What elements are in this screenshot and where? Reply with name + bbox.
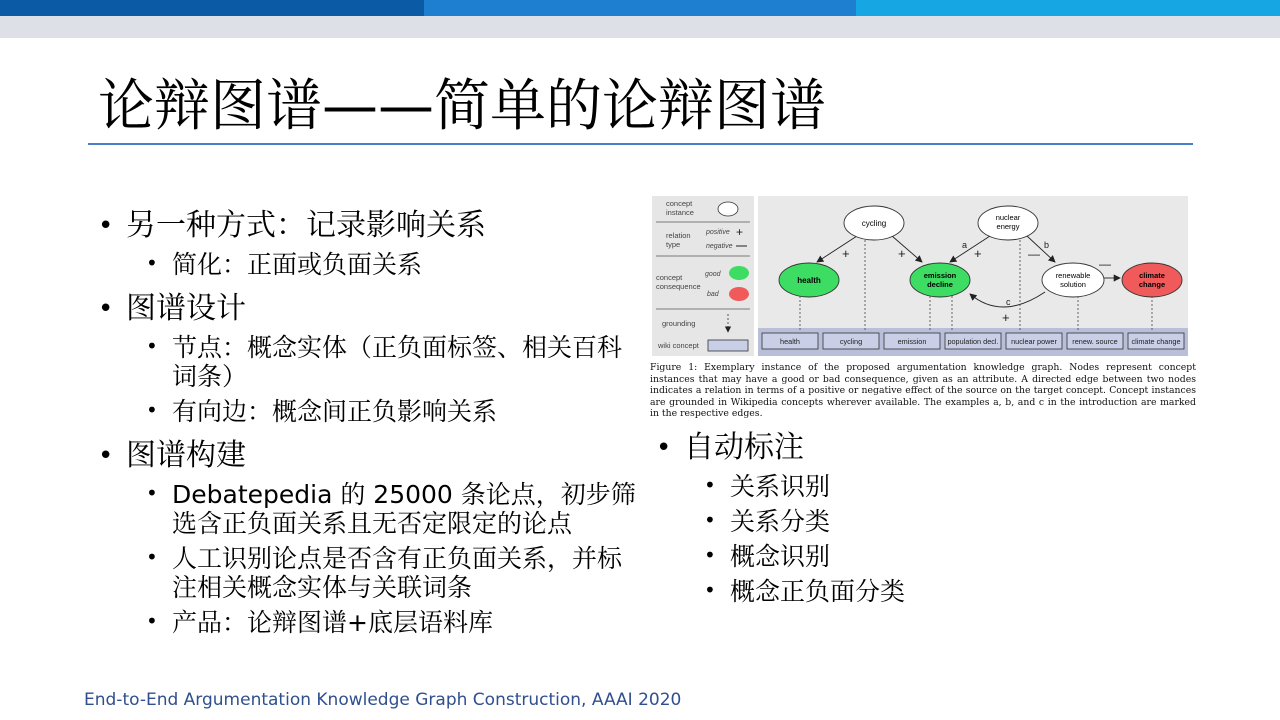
node-climate-change-label: climate change [1138, 271, 1166, 289]
node-health-label: health [797, 276, 821, 285]
sub-bullet-concept-identification: • 概念识别 [704, 542, 1016, 571]
slide-title: 论辩图谱——简单的论辩图谱 [98, 74, 826, 139]
legend-bad-icon [729, 287, 749, 301]
edge-label-a: a [962, 240, 968, 250]
edge-sign-plus: + [898, 246, 906, 261]
legend-good-label: good [705, 271, 721, 278]
wiki-concept-label: climate change [1131, 337, 1181, 346]
legend-bad-label: bad [707, 291, 719, 298]
wiki-concept-label: cycling [839, 337, 863, 346]
sub-list [146, 480, 638, 637]
legend-relation-label: relation type [666, 231, 691, 249]
banner-segment-light [856, 0, 1280, 16]
sub-bullet-nodes: • 节点：概念实体（正负面标签、相关百科词条） [146, 333, 638, 391]
banner-segment-dark [0, 0, 424, 16]
title-underline [88, 143, 1193, 145]
wiki-concept-label: emission [897, 337, 927, 346]
legend-positive-label: positive [706, 229, 730, 236]
bullet-graph-construction: • 图谱构建 [98, 438, 638, 474]
wiki-concept-label: renew. source [1072, 337, 1118, 346]
legend-consequence-label: concept consequence [656, 273, 701, 291]
edge-label-c: c [1006, 297, 1011, 307]
legend-concept-icon [718, 202, 738, 216]
legend-grounding-label: grounding [662, 319, 696, 328]
citation-footer: End-to-End Argumentation Knowledge Graph Construction, AAAI 2020 [84, 690, 682, 710]
legend-wiki-label: wiki concept [658, 341, 699, 350]
legend-plus-icon: + [736, 225, 744, 239]
node-renewable-solution-label: renewable solution [1055, 271, 1091, 289]
sub-bullet-simplify: • 简化：正面或负面关系 [146, 250, 638, 279]
bullet-auto-annotation: • 自动标注 [656, 430, 1016, 466]
edge-sign-plus: + [1002, 310, 1010, 325]
sub-list [146, 250, 638, 279]
knowledge-graph-figure [652, 196, 1188, 356]
bullet-graph-design: • 图谱设计 [98, 291, 638, 327]
sub-bullet-debatepedia: • Debatepedia 的 25000 条论点，初步筛选含正负面关系且无否定限定的论点 [146, 480, 638, 538]
node-cycling-label: cycling [861, 219, 887, 228]
sub-bullet-relation-identification: • 关系识别 [704, 472, 1016, 501]
sub-bullet-relation-classification: • 关系分类 [704, 507, 1016, 536]
sub-bullet-product: • 产品：论辩图谱+底层语料库 [146, 608, 638, 637]
edge-label-b: b [1044, 240, 1050, 250]
legend-negative-label: negative [706, 243, 733, 250]
top-banner [0, 0, 1280, 38]
sub-bullet-concept-polarity: • 概念正负面分类 [704, 577, 1016, 606]
edge-sign-plus: + [842, 246, 850, 261]
banner-segment-mid [424, 0, 856, 16]
wiki-concept-label: population decl. [947, 337, 999, 346]
right-bullet-list [656, 418, 1016, 606]
sub-bullet-edges: • 有向边：概念间正负影响关系 [146, 397, 638, 426]
legend-wiki-icon [708, 340, 748, 351]
sub-list [704, 472, 1016, 606]
wiki-concept-label: nuclear power [1011, 337, 1057, 346]
legend-concept-label: concept instance [666, 199, 694, 217]
sub-list [146, 333, 638, 426]
wiki-concept-row [762, 333, 1184, 349]
wiki-concept-label: health [780, 337, 800, 346]
edge-sign-minus: — [1099, 257, 1111, 271]
bullet-influence: • 另一种方式：记录影响关系 [98, 208, 638, 244]
node-nuclear-energy-label: nuclear energy [995, 213, 1021, 231]
node-emission-decline-label: emission decline [923, 271, 957, 289]
legend-good-icon [729, 266, 749, 280]
figure-svg [652, 196, 1188, 356]
edge-sign-plus: + [974, 246, 982, 261]
sub-bullet-manual-annotation: • 人工识别论点是否含有正负面关系，并标注相关概念实体与关联词条 [146, 544, 638, 602]
edge-sign-minus: — [1028, 247, 1040, 261]
left-bullet-list [98, 196, 638, 637]
figure-caption: Figure 1: Exemplary instance of the proposed argumentation knowledge graph. Nodes represent concept instances that may have a good or bad consequence, given as an attribute. A directed edge between two nodes indicates a relation in terms of a positive or negative effect of the source on the target concept. Concept instances are grounded in Wikipedia concepts wherever available. The examples a, b, and c in the introduction are marked in the respective edges. [650, 362, 1196, 419]
